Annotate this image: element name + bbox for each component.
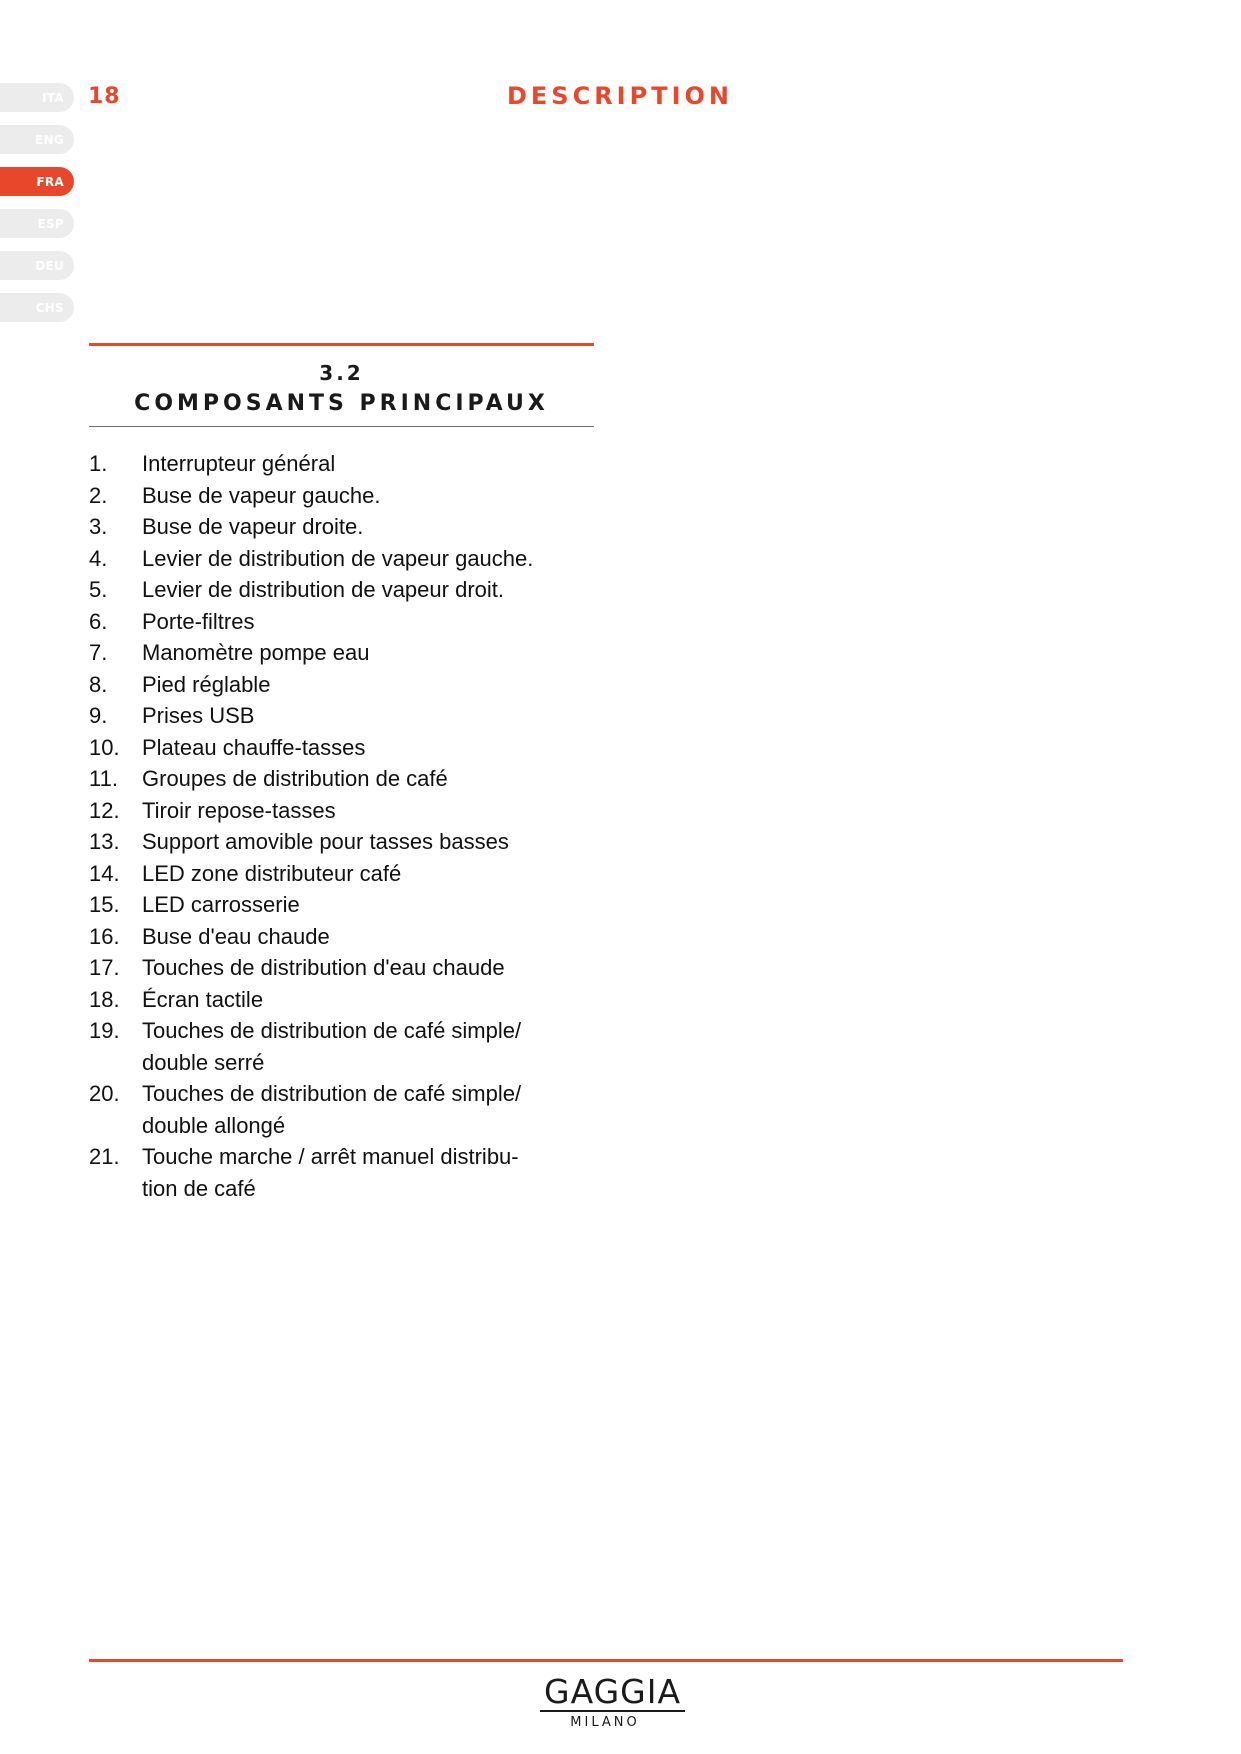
list-item-label <box>142 637 609 669</box>
list-item-line: Touche marche / arrêt manuel distribu- <box>142 1144 519 1169</box>
list-item-label <box>142 1015 609 1078</box>
gaggia-logo <box>540 1672 682 1730</box>
list-item-label <box>142 826 609 858</box>
list-item-number: 19. <box>89 1018 120 1043</box>
list-item <box>89 637 609 669</box>
list-item <box>89 543 609 575</box>
section-heading <box>89 343 594 427</box>
list-item-line: Buse de vapeur droite. <box>142 514 364 539</box>
list-item-line: Porte-filtres <box>142 608 255 634</box>
list-item-number: 1. <box>89 451 108 476</box>
list-item-number: 9. <box>89 703 108 728</box>
list-item-number: 5. <box>89 577 108 602</box>
list-item-line: Levier de distribution de vapeur droit. <box>142 577 504 602</box>
list-item <box>89 921 609 953</box>
list-item-line: Buse d'eau chaude <box>142 923 330 949</box>
list-item-number: 18. <box>89 986 120 1012</box>
list-item-label <box>142 448 609 480</box>
lang-tab-eng[interactable]: ENG <box>0 125 74 154</box>
list-item-number: 7. <box>89 640 108 665</box>
page-title: DESCRIPTION <box>506 82 733 110</box>
list-item <box>89 448 609 480</box>
list-item-line: Plateau chauffe-tasses <box>142 734 366 760</box>
list-item-number: 16. <box>89 923 120 949</box>
list-item-number: 2. <box>89 482 108 508</box>
list-item-line: Levier de distribution de vapeur gauche. <box>142 545 534 571</box>
section-top-rule <box>89 343 594 346</box>
list-item-label <box>142 1078 609 1141</box>
logo-wordmark: GAGGIA <box>540 1674 685 1712</box>
lang-tab-ita[interactable]: ITA <box>0 83 74 112</box>
list-item-label <box>142 480 609 512</box>
lang-tab-chs[interactable]: CHS <box>0 293 74 322</box>
list-item <box>89 732 609 764</box>
page-number: 18 <box>88 84 121 109</box>
list-item <box>89 574 609 606</box>
list-item-number: 13. <box>89 829 120 854</box>
list-item-number: 15. <box>89 892 120 917</box>
list-item <box>89 889 609 921</box>
lang-tab-fra[interactable]: FRA <box>0 167 74 196</box>
list-item-number: 21. <box>89 1144 120 1169</box>
list-item-line: Manomètre pompe eau <box>142 640 370 665</box>
list-item-line: Écran tactile <box>142 986 264 1012</box>
list-item <box>89 952 609 984</box>
list-item <box>89 763 609 795</box>
list-item <box>89 511 609 543</box>
list-item-line: Touches de distribution de café simple/ <box>142 1081 522 1106</box>
list-item-line: Groupes de distribution de café <box>142 766 448 791</box>
list-item-number: 10. <box>89 734 120 760</box>
list-item-number: 20. <box>89 1081 120 1106</box>
list-item-label <box>142 732 609 764</box>
list-item <box>89 795 609 827</box>
section-number: 3.2 <box>319 361 364 385</box>
list-item-line: LED carrosserie <box>142 892 300 917</box>
list-item-line: Buse de vapeur gauche. <box>142 482 381 508</box>
list-item-line: Tiroir repose-tasses <box>142 797 336 823</box>
list-item-label <box>142 574 609 606</box>
list-item-number: 4. <box>89 545 108 571</box>
list-item-line: double allongé <box>142 1112 286 1138</box>
list-item-label <box>142 1141 609 1204</box>
list-item-line: Interrupteur général <box>142 451 336 476</box>
list-item-number: 6. <box>89 608 108 634</box>
list-item <box>89 1078 609 1141</box>
list-item <box>89 700 609 732</box>
list-item-label <box>142 795 609 827</box>
list-item-line: double serré <box>142 1049 265 1075</box>
list-item-label <box>142 763 609 795</box>
lang-tab-deu[interactable]: DEU <box>0 251 74 280</box>
list-item <box>89 606 609 638</box>
list-item-number: 3. <box>89 514 108 539</box>
list-item <box>89 858 609 890</box>
list-item <box>89 984 609 1016</box>
list-item <box>89 669 609 701</box>
list-item-line: LED zone distributeur café <box>142 860 402 886</box>
list-item-label <box>142 921 609 953</box>
list-item-number: 17. <box>89 955 120 980</box>
list-item-line: Touches de distribution d'eau chaude <box>142 955 505 980</box>
list-item <box>89 480 609 512</box>
list-item-label <box>142 606 609 638</box>
list-item-label <box>142 700 609 732</box>
lang-tab-esp[interactable]: ESP <box>0 209 74 238</box>
components-list <box>89 448 609 1204</box>
list-item-number: 8. <box>89 671 108 697</box>
list-item <box>89 1015 609 1078</box>
list-item-number: 12. <box>89 797 120 823</box>
section-title: COMPOSANTS PRINCIPAUX <box>134 391 549 416</box>
footer-rule <box>89 1659 1123 1662</box>
list-item-label <box>142 984 609 1016</box>
logo-subtitle: MILANO <box>570 1715 640 1730</box>
list-item <box>89 826 609 858</box>
list-item-line: Support amovible pour tasses basses <box>142 829 509 854</box>
list-item-number: 11. <box>89 766 118 791</box>
list-item-label <box>142 543 609 575</box>
list-item-number: 14. <box>89 860 120 886</box>
list-item-label <box>142 889 609 921</box>
list-item-line: Pied réglable <box>142 671 271 697</box>
list-item-line: Touches de distribution de café simple/ <box>142 1018 522 1043</box>
list-item-label <box>142 858 609 890</box>
list-item <box>89 1141 609 1204</box>
section-bottom-rule <box>89 426 594 427</box>
list-item-label <box>142 669 609 701</box>
list-item-line: tion de café <box>142 1175 256 1201</box>
list-item-line: Prises USB <box>142 703 255 728</box>
list-item-label <box>142 952 609 984</box>
list-item-label <box>142 511 609 543</box>
